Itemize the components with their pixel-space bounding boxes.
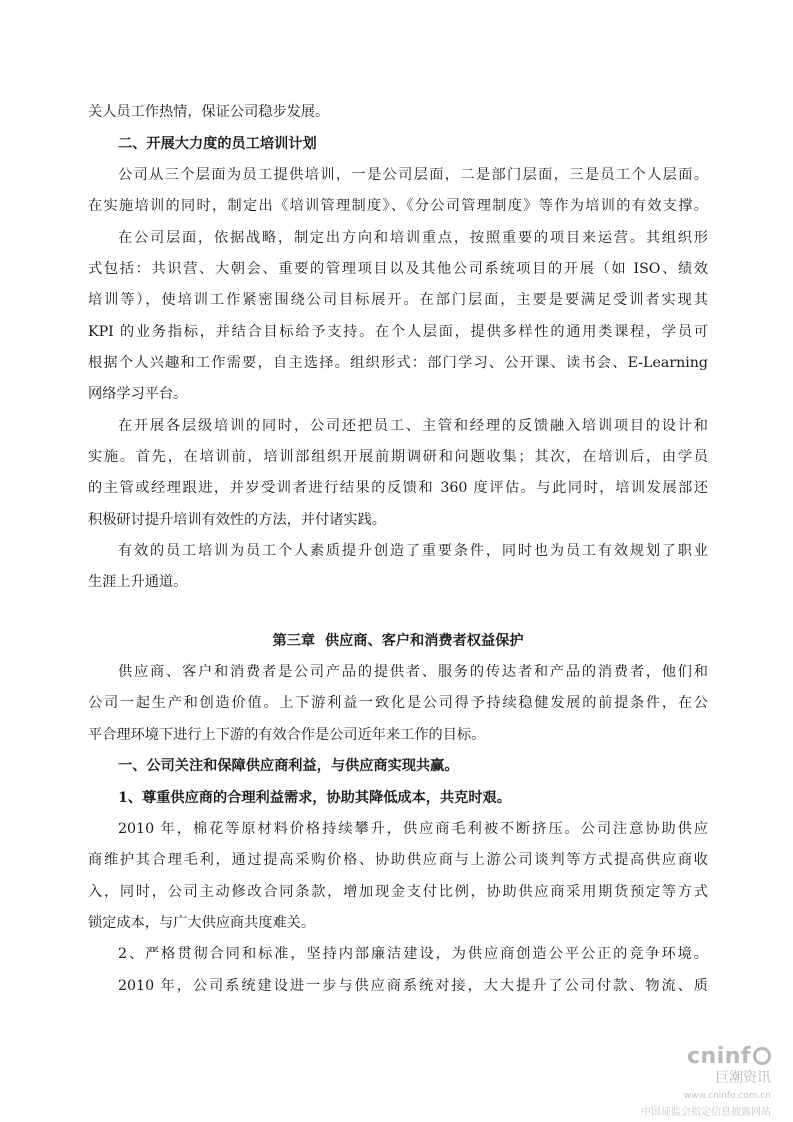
text-line: 式包括：共识营、大朝会、重要的管理项目以及其他公司系统项目的开展（如 ISO、绩效	[88, 261, 708, 277]
text-line: 公司从三个层面为员工提供培训，一是公司层面，二是部门层面，三是员工个人层面。	[118, 167, 708, 183]
watermark	[621, 1044, 771, 1118]
text-line: 平合理环境下进行上下游的有效合作是公司近年来工作的目标。	[88, 727, 486, 743]
text-line: 培训等），使培训工作紧密围绕公司目标展开。在部门层面，主要是要满足受训者实现其	[88, 292, 708, 308]
text-line: 入，同时，公司主动修改合同条款，增加现金支付比例，协助供应商采用期货预定等方式	[88, 884, 708, 900]
watermark-desc: 中国证监会指定信息披露网站	[641, 1107, 771, 1118]
text-line: 在开展各层级培训的同时，公司还把员工、主管和经理的反馈融入培训项目的设计和	[118, 418, 708, 434]
text-line: KPI 的业务指标，并结合目标给予支持。在个人层面，提供多样性的通用类课程，学员可	[88, 324, 708, 340]
section-heading: 一、公司关注和保障供应商利益，与供应商实现共赢。	[118, 758, 459, 774]
text-line: 在实施培训的同时，制定出《培训管理制度》、《分公司管理制度》等作为培训的有效支撑。	[88, 198, 708, 214]
chapter-title: 第三章 供应商、客户和消费者权益保护	[272, 633, 524, 649]
text-line: 生涯上升通道。	[88, 574, 188, 590]
text-line: 2010 年，棉花等原材料价格持续攀升，供应商毛利被不断挤压。公司注意协助供应	[118, 821, 708, 837]
text-line: 2、严格贯彻合同和标准，坚持内部廉洁建设，为供应商创造公平公正的竞争环境。	[118, 946, 708, 962]
text-line: 有效的员工培训为员工个人素质提升创造了重要条件，同时也为员工有效规划了职业	[118, 543, 708, 559]
text-line: 关人员工作热情，保证公司稳步发展。	[88, 104, 330, 120]
logo-swirl-icon	[753, 1047, 771, 1065]
section-heading: 二、开展大力度的员工培训计划	[118, 136, 317, 152]
text-line: 2010 年，公司系统建设进一步与供应商系统对接，大大提升了公司付款、物流、质	[118, 978, 708, 994]
watermark-url: www.cninfo.com.cn	[683, 1091, 771, 1101]
subsection-heading: 1、尊重供应商的合理利益需求，协助其降低成本，共克时艰。	[118, 790, 511, 806]
text-line: 商维护其合理毛利，通过提高采购价格、协助供应商与上游公司谈判等方式提高供应商收	[88, 852, 708, 868]
text-line: 在公司层面，依据战略，制定出方向和培训重点，按照重要的项目来运营。其组织形	[118, 230, 708, 246]
text-line: 实施。首先，在培训前，培训部组织开展前期调研和问题收集；其次，在培训后，由学员	[88, 449, 708, 465]
text-line: 网络学习平台。	[88, 386, 188, 402]
text-line: 积极研讨提升培训有效性的方法，并付诸实践。	[88, 512, 386, 528]
text-line: 根据个人兴趣和工作需要，自主选择。组织形式：部门学习、公开课、读书会、E-Learning	[88, 355, 708, 371]
text-line: 的主管或经理跟进，并岁受训者进行结果的反馈和 360 度评估。与此同时，培训发展部还	[88, 480, 708, 496]
text-line: 公司一起生产和创造价值。上下游利益一致化是公司得予持续稳健发展的前提条件，在公	[88, 695, 708, 711]
text-line: 供应商、客户和消费者是公司产品的提供者、服务的传达者和产品的消费者，他们和	[118, 664, 708, 680]
watermark-logo: cninf	[621, 1044, 771, 1069]
text-line: 锁定成本，与广大供应商共度难关。	[88, 915, 316, 931]
watermark-brand: 巨潮资讯	[715, 1070, 771, 1086]
